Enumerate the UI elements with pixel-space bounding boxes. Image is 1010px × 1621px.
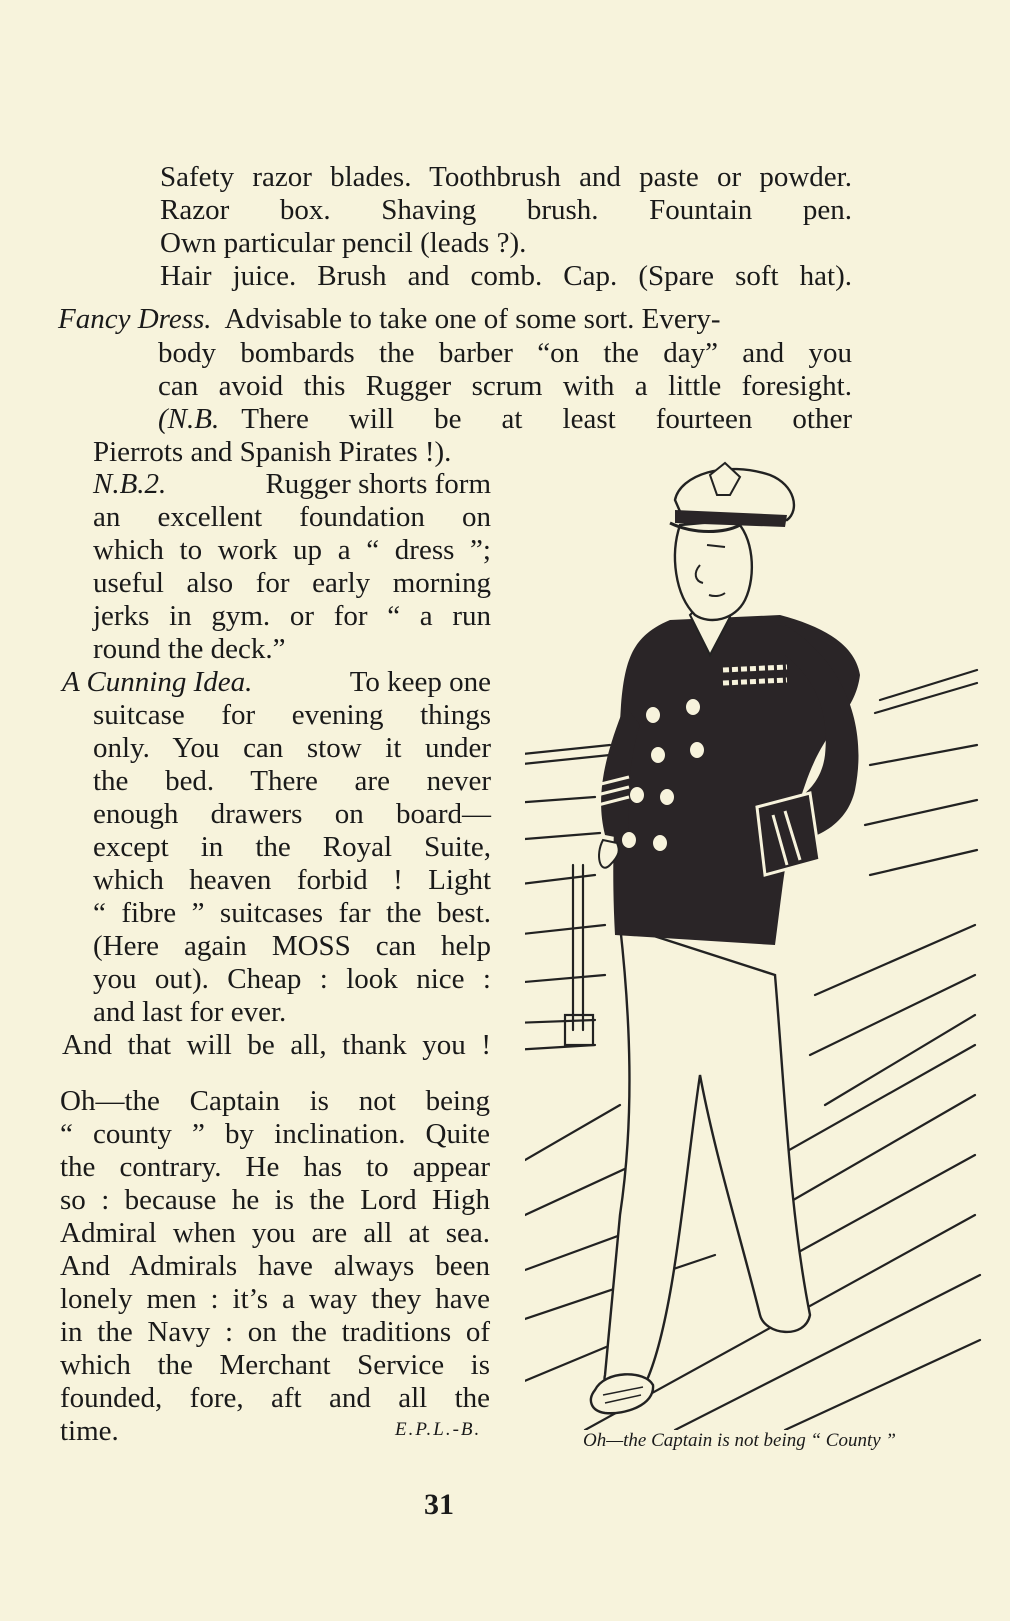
text-line: which the Merchant Service is bbox=[60, 1349, 490, 1381]
text-line: lonely men : it’s a way they have bbox=[60, 1283, 490, 1315]
text-line: There will be at least fourteen other bbox=[241, 403, 852, 435]
text-line: so : because he is the Lord High bbox=[60, 1184, 490, 1216]
text-line: body bombards the barber “on the day” and you bbox=[158, 337, 852, 369]
paragraph-line bbox=[93, 467, 491, 501]
text-line: Safety razor blades. Toothbrush and paste or powder. bbox=[160, 161, 852, 193]
author-signature: E.P.L.-B. bbox=[395, 1419, 482, 1440]
text-line: Rugger shorts form bbox=[265, 468, 491, 500]
text-line: jerks in gym. or for “ a run bbox=[93, 600, 491, 632]
text-line: only. You can stow it under bbox=[93, 732, 491, 764]
heading-fancy-dress: Fancy Dress. bbox=[58, 303, 212, 335]
text-line: Admiral when you are all at sea. bbox=[60, 1217, 490, 1249]
heading-nb2: N.B.2. bbox=[93, 468, 167, 500]
heading-nb: (N.B. bbox=[158, 403, 220, 435]
text-line: the contrary. He has to appear bbox=[60, 1151, 490, 1183]
captain-illustration bbox=[525, 455, 985, 1430]
text-line: Advisable to take one of some sort. Every- bbox=[224, 303, 721, 335]
text-line: Oh—the Captain is not being bbox=[60, 1085, 490, 1117]
text-line: enough drawers on board— bbox=[93, 798, 491, 830]
text-line: except in the Royal Suite, bbox=[93, 831, 491, 863]
text-line: the bed. There are never bbox=[93, 765, 491, 797]
text-line: To keep one bbox=[349, 666, 491, 698]
paragraph-line bbox=[58, 302, 852, 336]
text-line: And Admirals have always been bbox=[60, 1250, 490, 1282]
heading-cunning-idea: A Cunning Idea. bbox=[62, 666, 253, 698]
text-line: an excellent foundation on bbox=[93, 501, 491, 533]
illustration-caption: Oh—the Captain is not being “ County ” bbox=[583, 1430, 896, 1451]
text-line: which to work up a “ dress ”; bbox=[93, 534, 491, 566]
text-line: useful also for early morning bbox=[93, 567, 491, 599]
text-line: Own particular pencil (leads ?). bbox=[160, 227, 527, 259]
text-line: suitcase for evening things bbox=[93, 699, 491, 731]
text-line: Pierrots and Spanish Pirates !). bbox=[93, 436, 452, 468]
text-line: (Here again MOSS can help bbox=[93, 930, 491, 962]
text-line: Razor box. Shaving brush. Fountain pen. bbox=[160, 194, 852, 226]
paragraph-line bbox=[62, 665, 491, 699]
text-line: And that will be all, thank you ! bbox=[62, 1029, 491, 1061]
text-line: which heaven forbid ! Light bbox=[93, 864, 491, 896]
text-line: Hair juice. Brush and comb. Cap. (Spare soft hat). bbox=[160, 260, 852, 292]
page-number: 31 bbox=[424, 1488, 454, 1521]
paragraph-line bbox=[158, 402, 852, 436]
text-line: “ fibre ” suitcases far the best. bbox=[93, 897, 491, 929]
text-line: “ county ” by inclination. Quite bbox=[60, 1118, 490, 1150]
text-line: round the deck.” bbox=[93, 633, 286, 665]
text-line: you out). Cheap : look nice : bbox=[93, 963, 491, 995]
text-line: can avoid this Rugger scrum with a little foresight. bbox=[158, 370, 852, 402]
text-line: time. bbox=[60, 1415, 119, 1447]
text-line: and last for ever. bbox=[93, 996, 287, 1028]
text-line: in the Navy : on the traditions of bbox=[60, 1316, 490, 1348]
text-line: founded, fore, aft and all the bbox=[60, 1382, 490, 1414]
